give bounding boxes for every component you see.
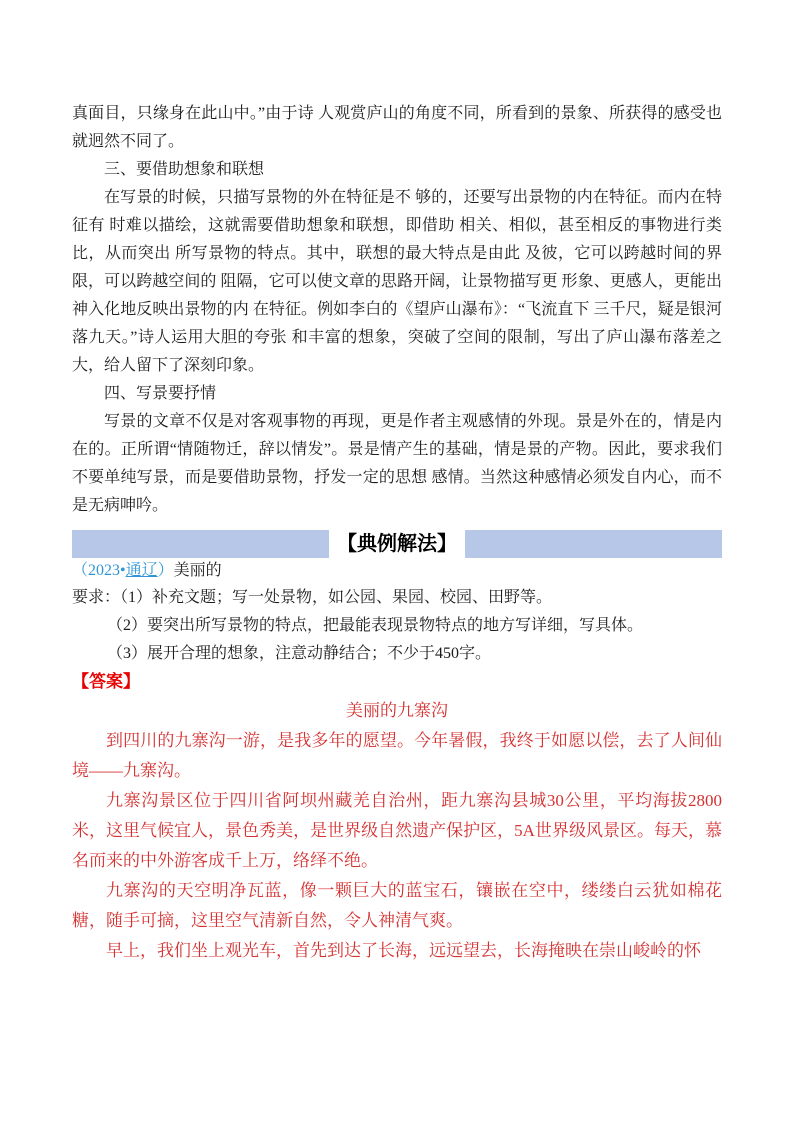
exam-source-place: 通辽	[125, 562, 158, 579]
essay-title: 美丽的九寨沟	[346, 701, 448, 720]
section-heading-imagination: 三、要借助想象和联想	[104, 161, 265, 178]
answer-label: 【答案】	[72, 672, 140, 691]
exam-title-prefix: 美丽的	[173, 562, 222, 579]
exam-source-year: （2023	[72, 562, 121, 579]
requirement-line-2: （2）要突出所写景物的特点，把最能表现景物特点的地方写详细，写具体。	[107, 617, 644, 634]
essay-paragraph: 九寨沟景区位于四川省阿坝州藏羌自治州，距九寨沟县城30公里，平均海拔2800米，这里气候宜人，景色秀美，是世界级自然遗产保护区，5A世界级风景区。每天，慕名而来的中外游客成千上万，络绎不绝。	[72, 791, 722, 870]
essay-paragraph: 到四川的九寨沟一游，是我多年的愿望。今年暑假，我终于如愿以偿，去了人间仙境——九寨沟。	[72, 731, 722, 780]
example-method-banner	[72, 530, 722, 558]
requirement-line-1: 要求：（1）补充文题；写一处景物，如公园、果园、校园、田野等。	[72, 589, 553, 606]
banner-title: 【典例解法】	[329, 530, 465, 558]
essay-paragraph: 早上，我们坐上观光车，首先到达了长海，远远望去，长海掩映在崇山峻岭的怀	[106, 941, 701, 960]
requirement-line-3: （3）展开合理的想象，注意动静结合；不少于450字。	[107, 645, 492, 662]
section-heading-lyricism: 四、写景要抒情	[104, 385, 217, 402]
section-paragraph-imagination: 在写景的时候，只描写景物的外在特征是不 够的，还要写出景物的内在特征。而内在特征有 时难以描绘，这就需要借助想象和联想，即借助 相关、相似，甚至相反的事物进行类比，从而突出 所写景物的特点。其中，联想的最大特点是由此 及彼，它可以跨越时间的界限，可以跨越空间的 阻隔，它可以使文章的思路开阔，让景物描写更 形象、更感人，更能出神入化地反映出景物的内 在特征。例如李白的《望庐山瀑布》：“飞流直下 三千尺，疑是银河落九天。”诗人运用大胆的夸张 和丰富的想象，突破了空间的限制，写出了庐山瀑布落差之大，给人留下了深刻印象。	[72, 189, 722, 374]
intro-paragraph: 真面目，只缘身在此山中。”由于诗 人观赏庐山的角度不同，所看到的景象、所获得的感受也就迥然不同了。	[72, 105, 722, 150]
section-paragraph-lyricism: 写景的文章不仅是对客观事物的再现，更是作者主观感情的外现。景是外在的，情是内在的。正所谓“情随物迁，辞以情发”。景是情产生的基础，情是景的产物。因此，要求我们不要单纯写景，而是要借助景物，抒发一定的思想 感情。当然这种感情必须发自内心，而不是无病呻吟。	[72, 413, 722, 514]
essay-paragraph: 九寨沟的天空明净瓦蓝，像一颗巨大的蓝宝石，镶嵌在空中，缕缕白云犹如棉花糖，随手可摘，这里空气清新自然，令人神清气爽。	[72, 881, 722, 930]
exam-source-close: ）	[157, 562, 174, 579]
exam-title-line	[72, 558, 722, 584]
bullet-separator: •	[120, 562, 126, 579]
answer-essay	[72, 696, 722, 966]
